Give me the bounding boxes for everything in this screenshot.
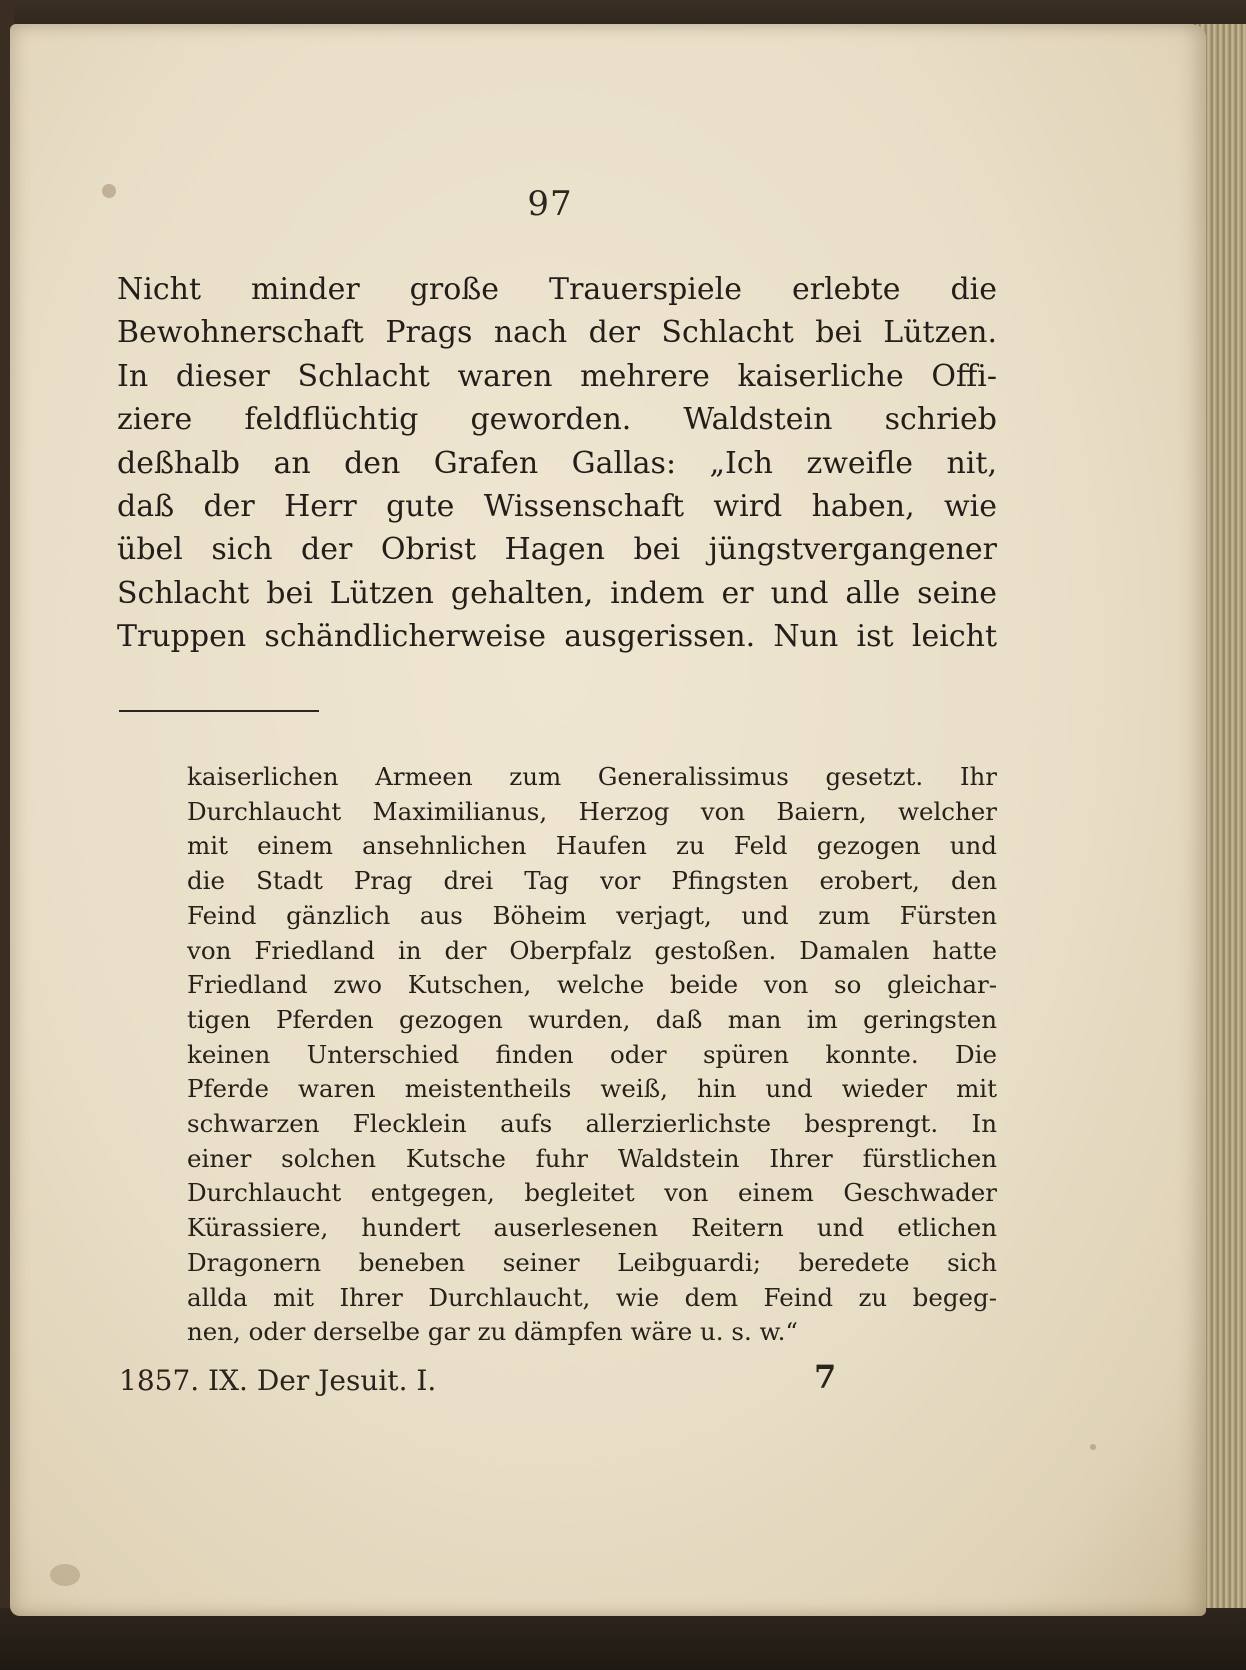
footnote-line: schwarzen Flecklein aufs allerzierlichste besprengt. In	[187, 1109, 997, 1139]
footnote-line: Pferde waren meistentheils weiß, hin und wieder mit	[187, 1074, 997, 1104]
text-line: daß der Herr gute Wissenschaft wird haben, wie	[117, 489, 997, 525]
footnote-line: keinen Unterschied finden oder spüren konnte. Die	[187, 1039, 997, 1069]
text-line: ziere feldflüchtig geworden. Waldstein schrieb	[117, 402, 997, 438]
footnote-line: mit einem ansehnlichen Haufen zu Feld gezogen und	[187, 831, 997, 861]
signature-mark: 7	[814, 1358, 837, 1396]
footnote-line: nen, oder derselbe gar zu dämpfen wäre u. s. w.“	[187, 1317, 798, 1347]
footnote-line: tigen Pferden gezogen wurden, daß man im geringsten	[187, 1004, 997, 1034]
printer-signature: 1857. IX. Der Jesuit. I.	[119, 1364, 437, 1397]
text-line: Bewohnerschaft Prags nach der Schlacht bei Lützen.	[117, 315, 997, 351]
footnote-line: von Friedland in der Oberpfalz gestoßen. Damalen hatte	[187, 935, 997, 965]
text-line: deßhalb an den Grafen Gallas: „Ich zweifle nit,	[117, 445, 997, 481]
footnote-line: Friedland zwo Kutschen, welche beide von so gleichar-	[187, 970, 997, 1000]
footnote-block	[187, 760, 997, 1350]
text-line: Schlacht bei Lützen gehalten, indem er und alle seine	[117, 575, 997, 611]
footnote-divider	[119, 710, 319, 712]
footnote-line: Durchlaucht entgegen, begleitet von einem Geschwader	[187, 1178, 997, 1208]
main-text-block	[117, 268, 997, 659]
footnote-line: Kürassiere, hundert auserlesenen Reitern und etlichen	[187, 1213, 997, 1243]
footnote-line: Durchlaucht Maximilianus, Herzog von Baiern, welcher	[187, 796, 997, 826]
footnote-line: kaiserlichen Armeen zum Generalissimus gesetzt. Ihr	[187, 762, 997, 791]
text-line: Truppen schändlicherweise ausgerissen. Nun ist leicht	[117, 619, 997, 655]
paper-spot	[1090, 1444, 1096, 1450]
book-cover-bottom-edge	[0, 1608, 1246, 1670]
text-line: übel sich der Obrist Hagen bei jüngstvergangener	[117, 532, 997, 568]
page-number: 97	[527, 184, 573, 224]
footnote-line: Feind gänzlich aus Böheim verjagt, und zum Fürsten	[187, 900, 997, 930]
footnote-line: allda mit Ihrer Durchlaucht, wie dem Feind zu begeg-	[187, 1282, 997, 1312]
footnote-line: einer solchen Kutsche fuhr Waldstein Ihrer fürstlichen	[187, 1143, 997, 1173]
paper-spot	[50, 1564, 80, 1586]
text-line: In dieser Schlacht waren mehrere kaiserliche Offi-	[117, 358, 997, 394]
footnote-line: die Stadt Prag drei Tag vor Pfingsten erobert, den	[187, 866, 997, 896]
footnote-line: Dragonern beneben seiner Leibguardi; beredete sich	[187, 1247, 997, 1277]
text-line: Nicht minder große Trauerspiele erlebte die	[117, 272, 997, 307]
